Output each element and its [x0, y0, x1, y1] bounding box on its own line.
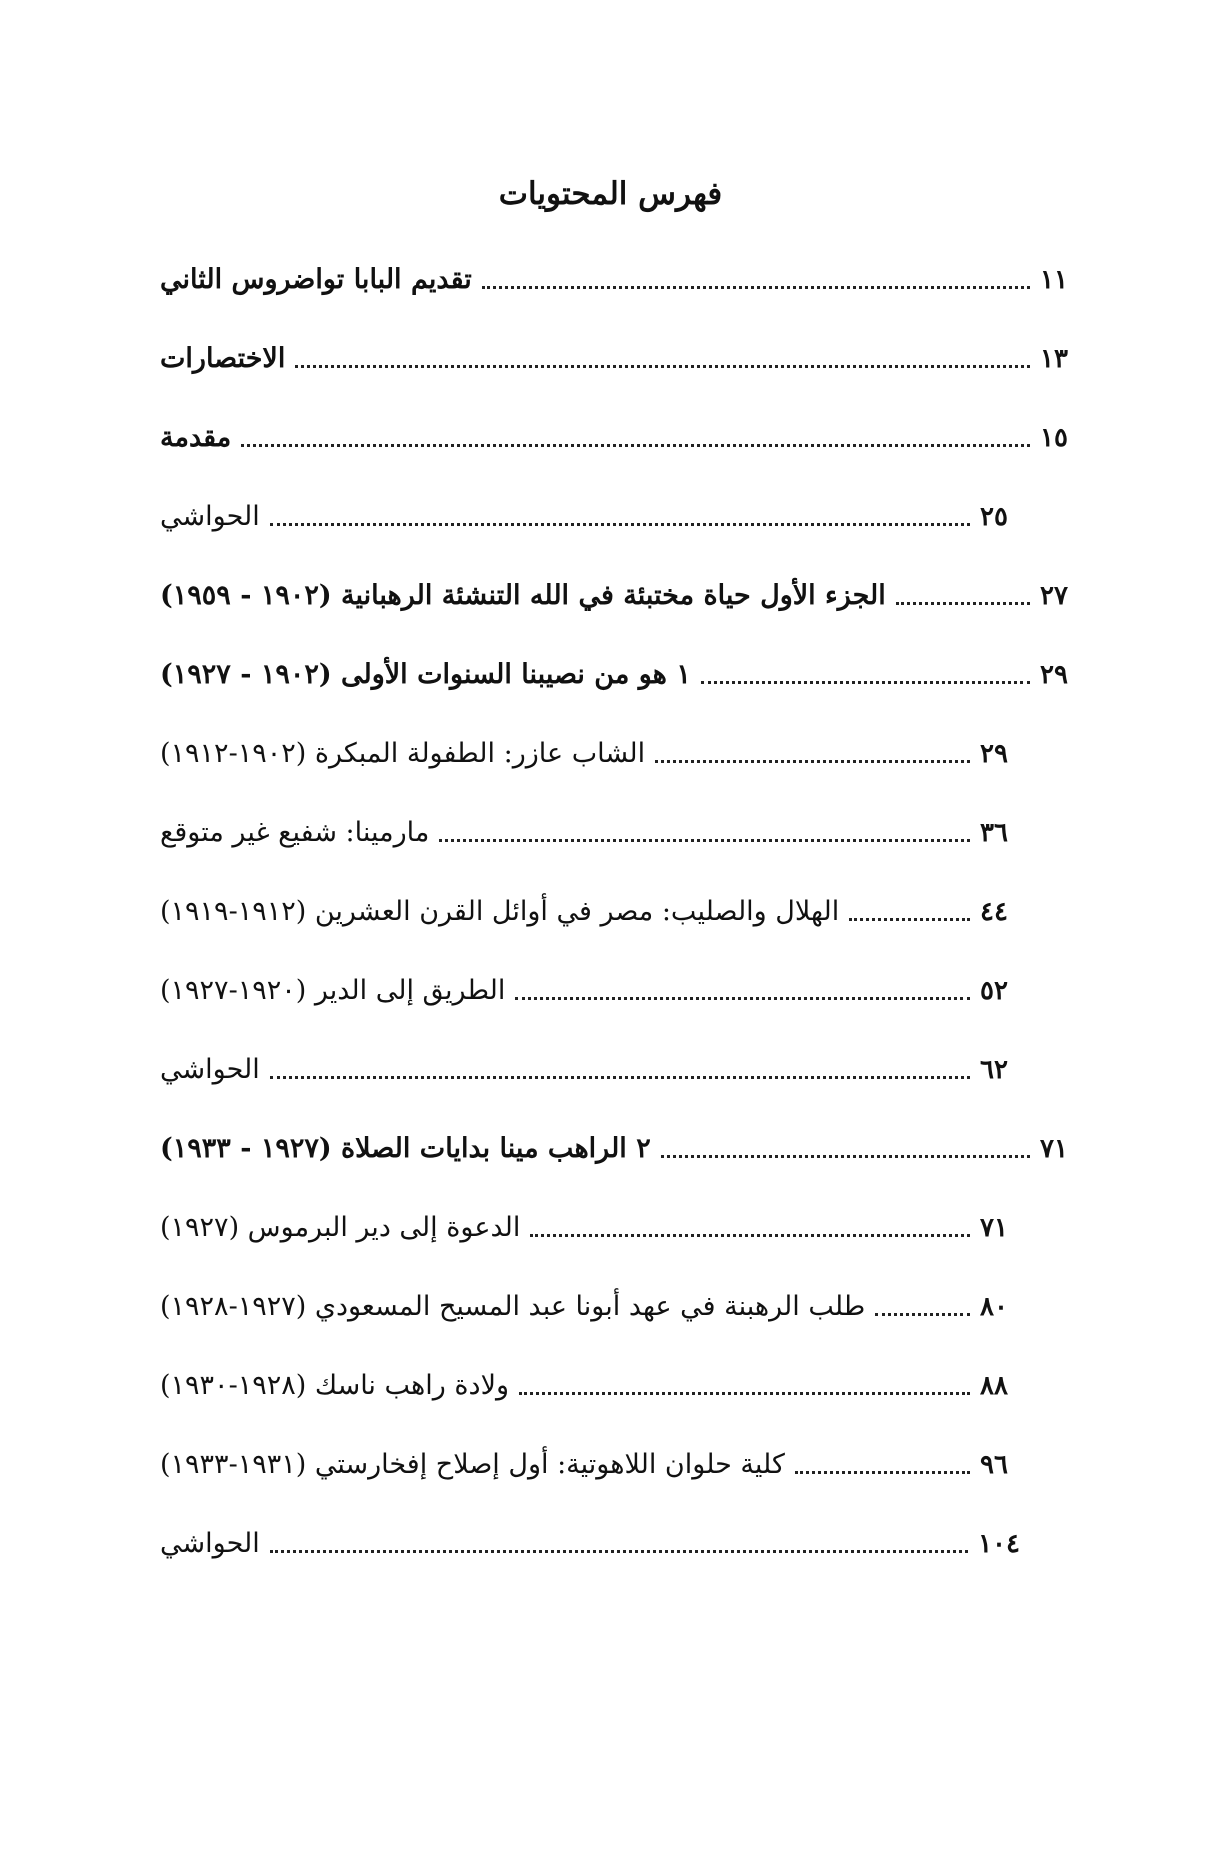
dot-leader [241, 444, 1030, 447]
toc-entry [160, 556, 1080, 635]
toc-entry [160, 1109, 1080, 1188]
toc-entry [160, 240, 1080, 319]
toc-entry-title: الطريق إلى الدير (١٩٢٠-١٩٢٧) [160, 974, 506, 1006]
dot-leader [530, 1234, 970, 1237]
dot-leader [875, 1313, 970, 1316]
dot-leader [701, 681, 1030, 684]
toc-entry-title: ولادة راهب ناسك (١٩٢٨-١٩٣٠) [160, 1369, 510, 1401]
toc-entry-title: ١ هو من نصيبنا السنوات الأولى (١٩٠٢ - ١٩٢٧) [160, 658, 691, 690]
toc-entry-title: الحواشي [160, 1053, 260, 1085]
toc-entry-title: طلب الرهبنة في عهد أبونا عبد المسيح المسعودي (١٩٢٧-١٩٢٨) [160, 1290, 866, 1322]
toc-page-number: ٨٠ [980, 1291, 1008, 1322]
toc-page-number: ٢٩ [1040, 659, 1068, 690]
toc-entry [160, 477, 1080, 556]
toc-page-number: ١١ [1040, 264, 1068, 295]
dot-leader [849, 918, 970, 921]
toc-page-number: ٦٢ [980, 1054, 1008, 1085]
dot-leader [519, 1392, 970, 1395]
toc-entry [160, 1030, 1080, 1109]
page-title: فهرس المحتويات [498, 176, 723, 212]
dot-leader [270, 1550, 968, 1553]
toc-entry [160, 635, 1080, 714]
toc-entry [160, 1346, 1080, 1425]
toc-page-number: ١٥ [1040, 422, 1068, 453]
dot-leader [295, 365, 1030, 368]
toc-page-number: ٧١ [980, 1212, 1008, 1243]
toc-page-number: ٨٨ [980, 1370, 1008, 1401]
dot-leader [896, 602, 1030, 605]
toc-page-number: ٢٥ [980, 501, 1008, 532]
toc-entry [160, 1267, 1080, 1346]
toc-page-number: ٩٦ [980, 1449, 1008, 1480]
toc-page-number: ٥٢ [980, 975, 1008, 1006]
dot-leader [515, 997, 970, 1000]
toc-entry [160, 714, 1080, 793]
toc-entry [160, 951, 1080, 1030]
toc-entry-title: الهلال والصليب: مصر في أوائل القرن العشرين (١٩١٢-١٩١٩) [160, 895, 840, 927]
toc-entry-title: الاختصارات [160, 342, 286, 374]
toc-entry [160, 398, 1080, 477]
toc-entry-title: مقدمة [160, 421, 232, 453]
toc-entry-title: الجزء الأول حياة مختبئة في الله التنشئة الرهبانية (١٩٠٢ - ١٩٥٩) [160, 579, 886, 611]
dot-leader [439, 839, 970, 842]
dot-leader [795, 1471, 970, 1474]
toc-page-number: ٢٩ [980, 738, 1008, 769]
toc-entry-title: ٢ الراهب مينا بدايات الصلاة (١٩٢٧ - ١٩٣٣) [160, 1132, 651, 1164]
toc-entry [160, 793, 1080, 872]
toc-page-number: ٢٧ [1040, 580, 1068, 611]
dot-leader [270, 523, 970, 526]
dot-leader [482, 286, 1030, 289]
toc-entry [160, 319, 1080, 398]
toc-entry-title: مارمينا: شفيع غير متوقع [160, 816, 430, 848]
toc-entry-title: الدعوة إلى دير البرموس (١٩٢٧) [160, 1211, 521, 1243]
toc-entry-title: الشاب عازر: الطفولة المبكرة (١٩٠٢-١٩١٢) [160, 737, 646, 769]
toc-entry-title: الحواشي [160, 500, 260, 532]
toc-entry-title: الحواشي [160, 1527, 260, 1559]
toc-entry-title: تقديم البابا تواضروس الثاني [160, 263, 472, 295]
toc-page-number: ٣٦ [980, 817, 1008, 848]
toc-page-number: ١٣ [1040, 343, 1068, 374]
toc-page-number: ٧١ [1040, 1133, 1068, 1164]
dot-leader [661, 1155, 1030, 1158]
toc-entry [160, 872, 1080, 951]
toc-page-number: ٤٤ [980, 896, 1008, 927]
toc-list [160, 240, 1080, 1583]
toc-entry [160, 1188, 1080, 1267]
toc-entry [160, 1504, 1080, 1583]
toc-page-number: ١٠٤ [978, 1528, 1020, 1559]
toc-entry-title: كلية حلوان اللاهوتية: أول إصلاح إفخارستي (١٩٣١-١٩٣٣) [160, 1448, 785, 1480]
dot-leader [270, 1076, 970, 1079]
toc-entry [160, 1425, 1080, 1504]
dot-leader [655, 760, 970, 763]
